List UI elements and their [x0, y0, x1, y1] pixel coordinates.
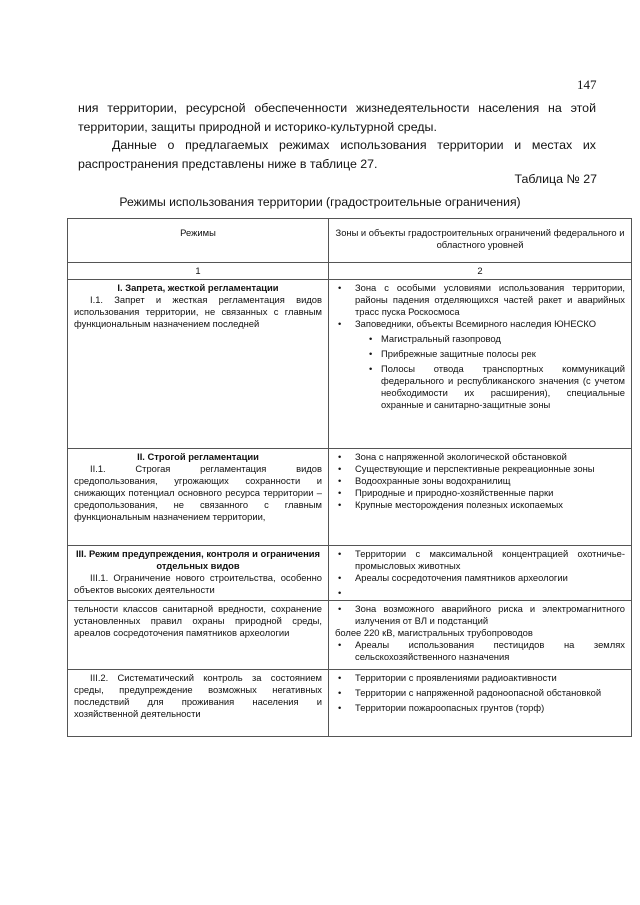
regime-heading: I. Запрета, жесткой регламентации [117, 282, 279, 293]
regime-cell [68, 449, 329, 546]
zones-list [335, 603, 625, 663]
regime-heading: II. Строгой регламентации [137, 451, 259, 462]
list-item: • Водоохранные зоны водохранилищ [335, 475, 625, 487]
paragraph-continuation: ния территории, ресурсной обеспеченности жизнедеятельности населения на этой территории, защиты природной и историко-культурной среды. [78, 101, 596, 134]
list-item: • Территории с проявлениями радиоактивности [335, 672, 625, 684]
list-item: более 220 кВ, магистральных трубопроводов [335, 627, 533, 638]
regimes-table [67, 218, 632, 737]
regime-cell [68, 670, 329, 737]
list-item: • Магистральный газопровод [335, 333, 625, 345]
table-header-row [68, 219, 632, 263]
list-item: • Зона с особыми условиями использования территории, районы падения отделяющихся частей ракет и аварийных трасс пуска Роскосмоса [335, 282, 625, 318]
regime-description: II.1. Строгая регламентация видов средопользования, угрожающих сохранности и снижающих потенциал основного ресурса территории – средопользования, не связанного с главным функциональным назначением территории, [74, 463, 322, 522]
zones-cell [329, 449, 632, 546]
paragraph-intro: Данные о предлагаемых режимах использования территории и местах их распространения представлены ниже в таблице 27. [78, 138, 596, 171]
zones-list [335, 548, 625, 584]
list-item: • Территории с максимальной концентрацией охотничье-промысловых животных [335, 548, 625, 572]
column-number: 2 [329, 263, 632, 280]
list-item: • Природные и природно-хозяйственные парки [335, 487, 625, 499]
header-cell-zones: Зоны и объекты градостроительных ограничений федерального и областного уровней [329, 219, 632, 263]
zones-cell [329, 280, 632, 449]
list-item: • Ареалы сосредоточения памятников археологии [335, 572, 625, 584]
list-item: • Заповедники, объекты Всемирного наследия ЮНЕСКО [335, 318, 625, 330]
list-item: • Существующие и перспективные рекреационные зоны [335, 463, 625, 475]
table-label: Таблица № 27 [514, 172, 597, 186]
list-item: • Крупные месторождения полезных ископаемых [335, 499, 625, 511]
list-item: • Зона возможного аварийного риска и электромагнитного излучения от ВЛ и подстанций [335, 603, 625, 627]
table-row [68, 670, 632, 737]
page-number: 147 [577, 77, 597, 92]
regime-description: I.1. Запрет и жесткая регламентация видов использования территории, не связанных с главным функциональным назначением последней [74, 294, 322, 329]
regime-cell [68, 280, 329, 449]
table-row [68, 546, 632, 601]
regime-description: III.2. Систематический контроль за состоянием среды, предупреждение возможных негативных последствий для проживания населения и хозяйственной деятельности [74, 672, 322, 719]
column-number: 1 [68, 263, 329, 280]
regime-description: тельности классов санитарной вредности, сохранение установленных правил охраны природной среды, ареалов сосредоточения памятников археологии [74, 603, 322, 638]
table-title: Режимы использования территории (градостроительные ограничения) [119, 195, 521, 209]
regime-cell [68, 601, 329, 670]
zones-cell [329, 670, 632, 737]
column-number-row [68, 263, 632, 280]
list-item: • Полосы отвода транспортных коммуникаций федерального и республиканского значения (с учетом необходимости их расширения), специальные охранные и санитарно-защитные зоны [335, 363, 625, 411]
list-item: • Территории с напряженной радоноопасной обстановкой [335, 687, 625, 699]
list-item: • Территории пожароопасных грунтов (торф) [335, 702, 625, 714]
list-item: • Зона с напряженной экологической обстановкой [335, 451, 625, 463]
zones-cell [329, 601, 632, 670]
header-cell-regimes: Режимы [68, 219, 329, 263]
table-row [68, 601, 632, 670]
list-item: • Прибрежные защитные полосы рек [335, 348, 625, 360]
zones-list [335, 282, 625, 411]
regime-description: III.1. Ограничение нового строительства, особенно объектов высоких деятельности [74, 572, 322, 595]
zones-list [335, 672, 625, 714]
table-row [68, 449, 632, 546]
list-item: • Ареалы использования пестицидов на землях сельскохозяйственного назначения [335, 639, 625, 663]
regime-heading: III. Режим предупреждения, контроля и ограничения отдельных видов [75, 548, 321, 571]
zones-cell [329, 546, 632, 601]
table-row [68, 280, 632, 449]
zones-list [335, 451, 625, 511]
regime-cell [68, 546, 329, 601]
